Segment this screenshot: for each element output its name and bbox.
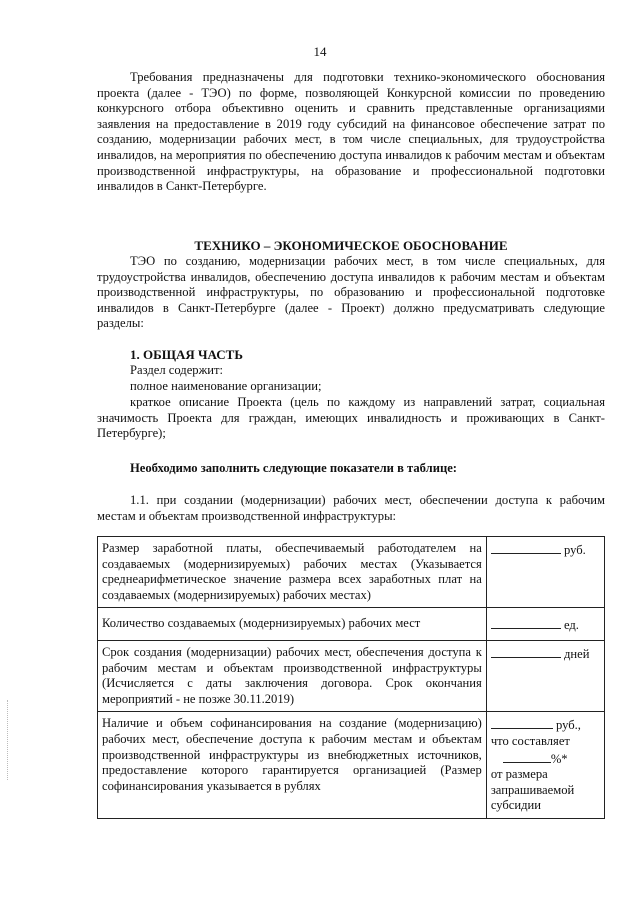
blank-line[interactable] [491,616,561,629]
table-cell-desc: Наличие и объем софинансирования на создание (модернизацию) рабочих мест, обеспечение доступа к рабочим местам и объектам производственной инфраструктуры из внебюджетных источников, предоставление которого гарантируется организацией (Размер софинансирования указывается в рублях [98,712,487,819]
table-cell-value[interactable] [486,712,604,819]
table-row [98,608,605,641]
page-number: 14 [313,44,327,59]
section1-title: 1. ОБЩАЯ ЧАСТЬ [130,347,243,362]
table-cell-desc: Срок создания (модернизации) рабочих мест, обеспечения доступа к рабочим местам и объектам производственной инфраструктуры (Исчисляется с даты заключения договора. Срок окончания мероприятий - не позже 30.11.2019) [98,640,487,711]
table-row [98,537,605,608]
table-cell-value[interactable] [486,537,604,608]
unit-label: руб., [555,718,581,733]
cell-text: субсидии [490,798,541,813]
table-row [98,712,605,819]
table-cell-value[interactable] [486,640,604,711]
section-heading: ТЕХНИКО – ЭКОНОМИЧЕСКОЕ ОБОСНОВАНИЕ [194,238,508,253]
section1-line3: краткое описание Проекта (цель по каждому из направлений затрат, социальная значимость Проекта для граждан, имеющих инвалидность и проживающих в Санкт-Петербурге); [97,395,605,441]
section1-line2: полное наименование организации; [130,379,322,393]
blank-line[interactable] [503,750,551,763]
intro-paragraph: Требования предназначены для подготовки технико-экономического обоснования проекта (далее - ТЭО) по форме, позволяющей Конкурсной комиссии по проведению конкурсного отбора объективно оценить и сравнить представленные организациями заявления на предоставление в 2019 году субсидий на финансовое обеспечение затрат по созданию, модернизации рабочих мест, в том числе специальных, для трудоустройства инвалидов, на мероприятия по обеспечению доступа инвалидов к рабочим местам и объектам производственной инфраструктуры, на образование и профессиональной подготовки инвалидов в Санкт-Петербурге. [97,70,605,194]
subsection-1-1: 1.1. при создании (модернизации) рабочих мест, обеспечении доступа к рабочим местам и объектам производственной инфраструктуры: [97,493,605,523]
table-cell-desc: Количество создаваемых (модернизируемых) рабочих мест [98,608,487,641]
unit-label: дней [563,646,590,661]
blank-line[interactable] [491,645,561,658]
cell-text: запрашиваемой [490,782,575,797]
table-cell-value[interactable] [486,608,604,641]
fill-note: Необходимо заполнить следующие показатели в таблице: [130,461,458,475]
teo-paragraph: ТЭО по созданию, модернизации рабочих мест, в том числе специальных, для трудоустройства инвалидов, обеспечению доступа инвалидов к рабочим местам и объектам производственной инфраструктуры, по образованию и профессиональной подготовке инвалидов в Санкт-Петербурге (далее - Проект) должно предусматривать следующие разделы: [97,254,605,331]
table-cell-desc: Размер заработной платы, обеспечиваемый работодателем на создаваемых (модернизируемых) рабочих местах (Указывается среднеарифметическое значение размера всех заработных плат на создаваемых (модернизируемых) рабочих местах) [98,537,487,608]
section1-line1: Раздел содержит: [130,363,224,377]
table-row [98,640,605,711]
unit-label: руб. [563,543,586,557]
indicator-table [97,536,605,819]
unit-label: ед. [563,618,579,633]
cell-text: от размера [490,767,548,782]
cell-text: что составляет [490,733,570,748]
percent-label: %* [550,751,568,766]
blank-line[interactable] [491,716,553,729]
blank-line[interactable] [491,541,561,554]
scan-margin-mark [7,700,9,780]
